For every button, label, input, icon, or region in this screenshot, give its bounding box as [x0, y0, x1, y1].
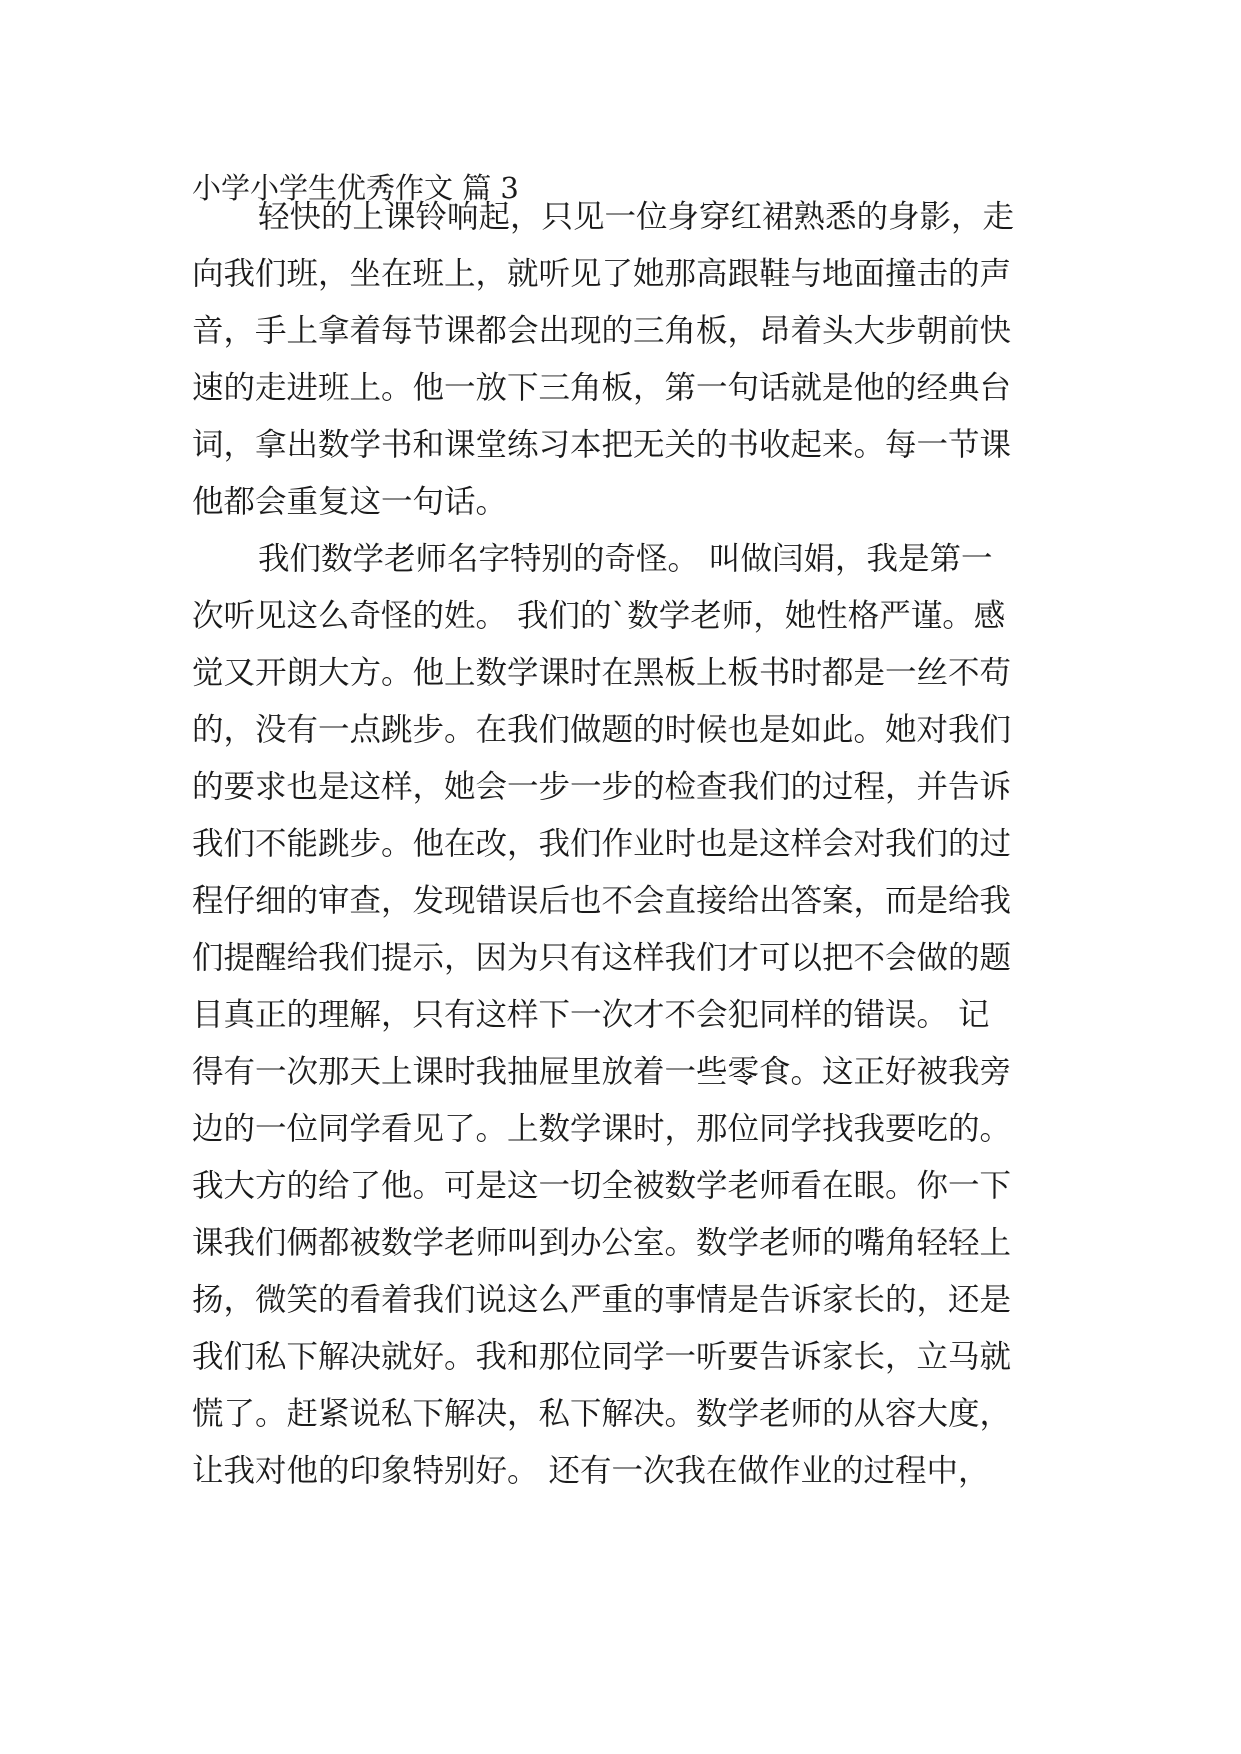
text-line: 目真正的理解，只有这样下一次才不会犯同样的错误。 记: [192, 997, 990, 1033]
text-line: 让我对他的印象特别好。 还有一次我在做作业的过程中，: [192, 1453, 990, 1489]
text-line: 们提醒给我们提示，因为只有这样我们才可以把不会做的题: [192, 940, 1012, 976]
text-line: 速的走进班上。他一放下三角板，第一句话就是他的经典台: [192, 370, 1012, 406]
text-line: 我们数学老师名字特别的奇怪。 叫做闫娟，我是第一: [258, 541, 993, 577]
text-line: 词，拿出数学书和课堂练习本把无关的书收起来。每一节课: [192, 427, 1012, 463]
text-line: 他都会重复这一句话。: [192, 484, 508, 520]
text-line: 的要求也是这样，她会一步一步的检查我们的过程，并告诉: [192, 769, 1012, 805]
text-line: 轻快的上课铃响起，只见一位身穿红裙熟悉的身影，走: [258, 199, 1015, 235]
text-line: 觉又开朗大方。他上数学课时在黑板上板书时都是一丝不苟: [192, 655, 1012, 691]
text-line: 课我们俩都被数学老师叫到办公室。数学老师的嘴角轻轻上: [192, 1225, 1012, 1261]
text-line: 音，手上拿着每节课都会出现的三角板，昂着头大步朝前快: [192, 313, 1012, 349]
text-line: 程仔细的审查，发现错误后也不会直接给出答案，而是给我: [192, 883, 1012, 919]
text-line: 我大方的给了他。可是这一切全被数学老师看在眼。你一下: [192, 1168, 1012, 1204]
document-title: 小学小学生优秀作文 篇 3: [192, 171, 519, 205]
text-line: 边的一位同学看见了。上数学课时，那位同学找我要吃的。: [192, 1111, 1012, 1147]
text-line: 我们不能跳步。他在改，我们作业时也是这样会对我们的过: [192, 826, 1012, 862]
text-line: 扬，微笑的看着我们说这么严重的事情是告诉家长的，还是: [192, 1282, 1012, 1318]
text-line: 慌了。赶紧说私下解决，私下解决。数学老师的从容大度，: [192, 1396, 1012, 1432]
text-line: 得有一次那天上课时我抽屉里放着一些零食。这正好被我旁: [192, 1054, 1012, 1090]
text-line: 的，没有一点跳步。在我们做题的时候也是如此。她对我们: [192, 712, 1012, 748]
text-line: 我们私下解决就好。我和那位同学一听要告诉家长，立马就: [192, 1339, 1012, 1375]
text-line: 向我们班，坐在班上，就听见了她那高跟鞋与地面撞击的声: [192, 256, 1012, 292]
text-line: 次听见这么奇怪的姓。 我们的`数学老师，她性格严谨。感: [192, 598, 1006, 634]
